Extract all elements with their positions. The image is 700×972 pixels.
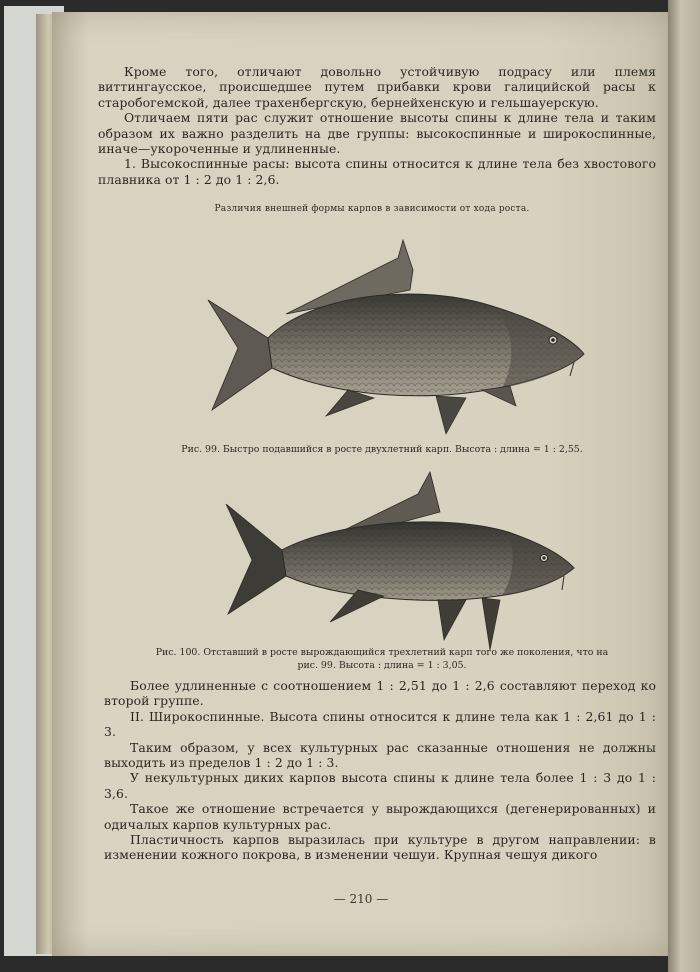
top-text-block <box>98 64 656 187</box>
paragraph-2: Отличаем пяти рас служит отношение высоты спины к длине тела и таким образом их важно разделить на две группы: высокоспинные и широкоспинные, иначе—укороченные и удлиненные. <box>98 110 656 157</box>
paragraph-6: Таким образом, у всех культурных рас сказанные отношения не должны выходить из пределов 1 : 2 до 1 : 3. <box>104 739 656 771</box>
carp-figure-99 <box>198 230 588 440</box>
figure-heading: Различия внешней формы карпов в зависимости от хода роста. <box>214 204 530 214</box>
paragraph-4: Более удлиненные с соотношением 1 : 2,51 до 1 : 2,6 составляют переход ко второй группе. <box>104 678 656 709</box>
paragraph-9: Пластичность карпов выразилась при культуре в другом направлении: в изменении кожного покрова, в изменении чешуи. Крупная чешуя дикого <box>104 832 656 863</box>
paragraph-7: У некультурных диких карпов высота спины к длине тела более 1 : 3 до 1 : 3,6. <box>104 770 656 801</box>
carp-figure-100 <box>218 464 578 654</box>
book-page <box>52 12 670 956</box>
paragraph-3: 1. Высокоспинные расы: высота спины относится к длине тела без хвостового плавника от 1 : 2 до 1 : 2,6. <box>98 156 656 187</box>
figure-100-caption <box>108 646 656 672</box>
bottom-text-block <box>104 678 656 863</box>
figure-100-caption-line2: рис. 99. Высота : длина = 1 : 3,05. <box>297 660 467 671</box>
facing-page-edge <box>668 0 700 972</box>
paragraph-8: Такое же отношение встречается у вырождающихся (дегенерированных) и одичалых карпов культурных рас. <box>104 801 656 832</box>
figure-99-caption: Рис. 99. Быстро подавшийся в росте двухлетний карп. Высота : длина = 1 : 2,55. <box>181 444 583 455</box>
page-number: — 210 — <box>333 892 389 906</box>
paragraph-1: Кроме того, отличают довольно устойчивую подрасу или племя виттингаусское, происшедшее путем прибавки крови галицийской расы к старобогемской, далее трахенбергскую, бернейхенскую и гельшауерскую. <box>98 64 656 110</box>
paragraph-5: II. Широкоспинные. Высота спины относится к длине тела как 1 : 2,61 до 1 : 3. <box>104 708 656 740</box>
figure-100-caption-line1: Рис. 100. Отставший в росте вырождающийся трехлетний карп того же поколения, что на <box>155 647 609 658</box>
